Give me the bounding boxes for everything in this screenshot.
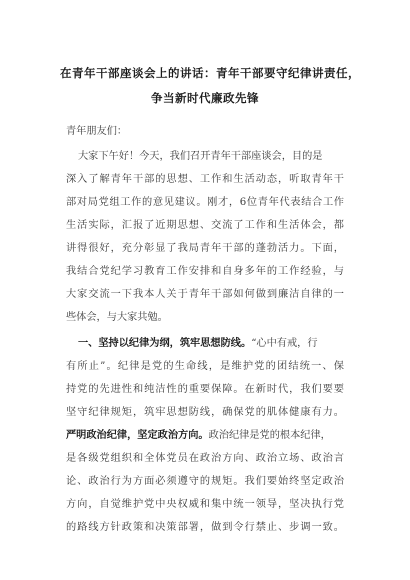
paragraph-line: 坚守纪律规矩，筑牢思想防线，确保党的肌体健康有力。 (66, 407, 344, 418)
paragraph-line: 有所止”。纪律是党的生命线，是维护党的团结统一、保 (66, 361, 344, 372)
section-2-first-line (66, 429, 344, 442)
paragraph-line: 大家交流一下我本人关于青年干部如何做到廉洁自律的一 (66, 289, 344, 300)
paragraph-line: 生活实际，汇报了近期思想、交流了工作和生活体会，都 (66, 220, 344, 231)
paragraph-line: 持党的先进性和纯洁性的重要保障。在新时代，我们要要 (66, 384, 344, 395)
section-2-heading-rest: 政治纪律是党的根本纪律， (208, 430, 331, 441)
paragraph-line: 深入了解青年干部的思想、工作和生活动态，听取青年干 (66, 174, 344, 185)
paragraph-line: 的路线方针政策和决策部署，做到令行禁止、步调一致。 (66, 522, 344, 533)
paragraph-line: 方向，自觉维护党中央权威和集中统一领导，坚决执行党 (66, 499, 344, 510)
paragraph-line: 部对局党组工作的意见建议。刚才，6位青年代表结合工作 (66, 197, 344, 208)
section-2-heading: 严明政治纪律，坚定政治方向。 (66, 429, 209, 441)
section-1-first-line (78, 337, 344, 350)
greeting: 青年朋友们： (66, 126, 128, 137)
paragraph-line: 大家下午好！今天，我们召开青年干部座谈会，目的是 (78, 151, 323, 162)
paragraph-line: 是各级党组织和全体党员在政治方向、政治立场、政治言 (66, 453, 344, 464)
document-title-line-2: 争当新时代廉政先锋 (151, 91, 259, 105)
paragraph-line: 些体会，与大家共勉。 (66, 312, 168, 323)
section-1-heading: 一、坚持以纪律为纲，筑牢思想防线。 (78, 337, 252, 349)
document-title-line-1: 在青年干部座谈会上的讲话：青年干部要守纪律讲责任， (60, 66, 360, 80)
paragraph-line: 我结合党纪学习教育工作安排和自身多年的工作经验，与 (66, 266, 344, 277)
paragraph-line: 论、政治行为方面必须遵守的规矩。我们要始终坚定政治 (66, 476, 344, 487)
section-1-heading-rest: “心中有戒，行 (251, 338, 318, 349)
paragraph-line: 讲得很好，充分彰显了我局青年干部的蓬勃活力。下面， (66, 243, 344, 254)
